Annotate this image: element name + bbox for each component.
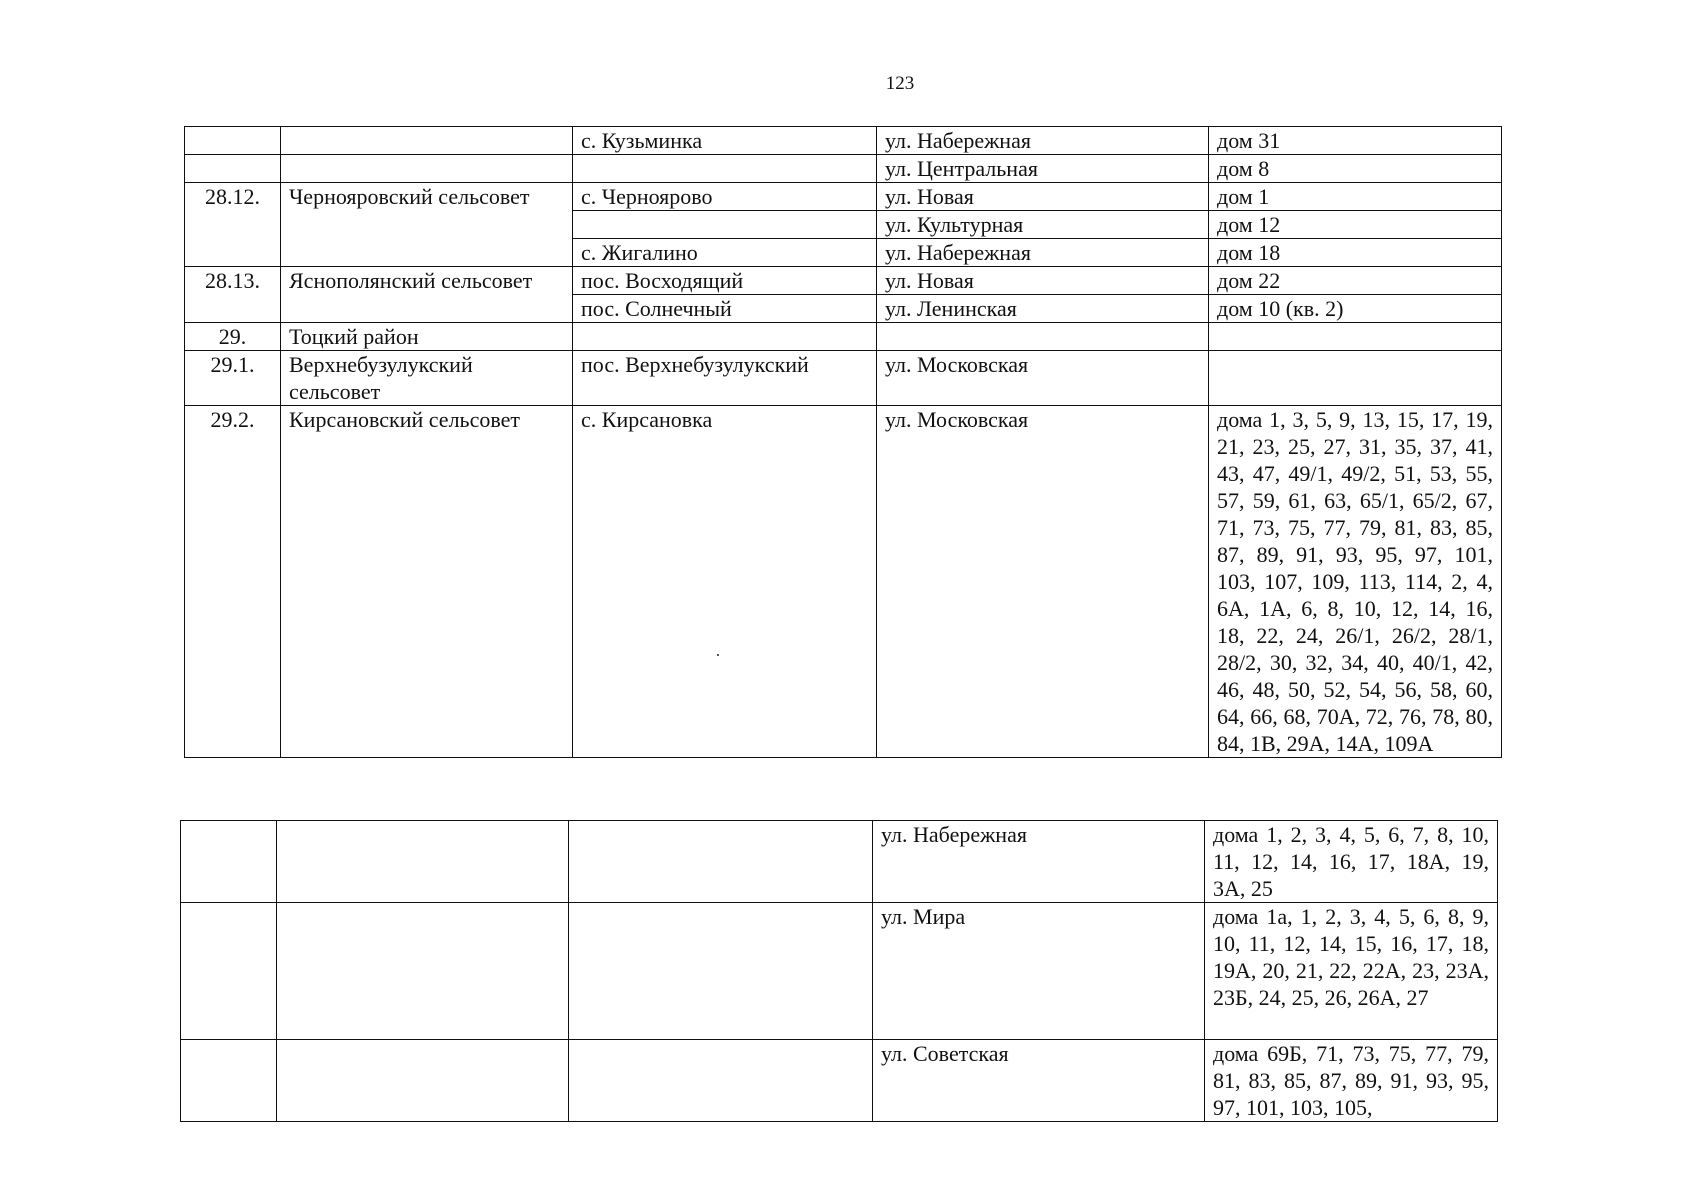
row-number: [185, 127, 281, 155]
houses-cell: [1209, 351, 1502, 406]
street-cell: ул. Набережная: [877, 127, 1209, 155]
houses-cell: дом 1: [1209, 183, 1502, 211]
houses-cell: дом 22: [1209, 267, 1502, 295]
row-number: [185, 155, 281, 183]
street-cell: ул. Московская: [877, 351, 1209, 406]
page-number: 123: [885, 73, 915, 94]
houses-cell: дома 1а, 1, 2, 3, 4, 5, 6, 8, 9, 10, 11, 12, 14, 15, 16, 17, 18, 19А, 20, 21, 22, 22А, 23, 23А, 23Б, 24, 25, 26, 26А, 27: [1205, 903, 1498, 1040]
row-number: [181, 821, 277, 903]
settlement-cell: [569, 1040, 873, 1122]
council-cell: [281, 155, 573, 183]
street-cell: ул. Набережная: [873, 821, 1205, 903]
street-cell: ул. Новая: [877, 183, 1209, 211]
table-row: [185, 351, 1502, 406]
council-cell: [277, 903, 569, 1040]
street-cell: ул. Ленинская: [877, 295, 1209, 323]
row-number: 28.13.: [185, 267, 281, 323]
council-cell: Верхнебузулукский сельсовет: [281, 351, 573, 406]
address-table: [184, 126, 1502, 758]
street-cell: [877, 323, 1209, 351]
council-cell: [281, 127, 573, 155]
row-number: [181, 1040, 277, 1122]
houses-cell: дом 8: [1209, 155, 1502, 183]
street-cell: ул. Новая: [877, 267, 1209, 295]
settlement-cell: пос. Солнечный: [573, 295, 877, 323]
council-cell: Чернояровский сельсовет: [281, 183, 573, 267]
row-number: 29.: [185, 323, 281, 351]
address-table-continued: [180, 820, 1498, 1122]
table-row: [181, 821, 1498, 903]
houses-cell: дома 1, 2, 3, 4, 5, 6, 7, 8, 10, 11, 12, 14, 16, 17, 18А, 19, 3А, 25: [1205, 821, 1498, 903]
settlement-cell: с. Черноярово: [573, 183, 877, 211]
council-cell: Яснополянский сельсовет: [281, 267, 573, 323]
settlement-cell: [569, 903, 873, 1040]
council-cell: [277, 821, 569, 903]
settlement-cell: с. Кирсановка: [573, 406, 877, 758]
settlement-cell: с. Жигалино: [573, 239, 877, 267]
table-row: [185, 155, 1502, 183]
houses-cell: [1209, 323, 1502, 351]
settlement-cell: пос. Верхнебузулукский: [573, 351, 877, 406]
street-cell: ул. Набережная: [877, 239, 1209, 267]
street-cell: ул. Центральная: [877, 155, 1209, 183]
houses-cell: дом 31: [1209, 127, 1502, 155]
houses-cell: дома 1, 3, 5, 9, 13, 15, 17, 19, 21, 23, 25, 27, 31, 35, 37, 41, 43, 47, 49/1, 49/2, 51, 53, 55, 57, 59, 61, 63, 65/1, 65/2, 67, 71, 73, 75, 77, 79, 81, 83, 85, 87, 89, 91, 93, 95, 97, 101, 103, 107, 109, 113, 114, 2, 4, 6А, 1А, 6, 8, 10, 12, 14, 16, 18, 22, 24, 26/1, 26/2, 28/1, 28/2, 30, 32, 34, 40, 40/1, 42, 46, 48, 50, 52, 54, 56, 58, 60, 64, 66, 68, 70А, 72, 76, 78, 80, 84, 1В, 29А, 14А, 109А: [1209, 406, 1502, 758]
street-cell: ул. Культурная: [877, 211, 1209, 239]
row-number: 28.12.: [185, 183, 281, 267]
table-row: [185, 323, 1502, 351]
houses-cell: дома 69Б, 71, 73, 75, 77, 79, 81, 83, 85, 87, 89, 91, 93, 95, 97, 101, 103, 105,: [1205, 1040, 1498, 1122]
settlement-cell: [573, 211, 877, 239]
table-row: [185, 406, 1502, 758]
settlement-cell: [569, 821, 873, 903]
settlement-cell: с. Кузьминка: [573, 127, 877, 155]
table-row: [181, 903, 1498, 1040]
row-number: 29.2.: [185, 406, 281, 758]
settlement-cell: [573, 155, 877, 183]
table-row: [185, 127, 1502, 155]
street-cell: ул. Московская: [877, 406, 1209, 758]
houses-cell: дом 10 (кв. 2): [1209, 295, 1502, 323]
houses-cell: дом 12: [1209, 211, 1502, 239]
settlement-cell: пос. Восходящий: [573, 267, 877, 295]
settlement-cell: [573, 323, 877, 351]
table-row: [185, 267, 1502, 295]
houses-cell: дом 18: [1209, 239, 1502, 267]
row-number: 29.1.: [185, 351, 281, 406]
scan-speck: [717, 654, 719, 656]
row-number: [181, 903, 277, 1040]
council-cell: Тоцкий район: [281, 323, 573, 351]
table-row: [181, 1040, 1498, 1122]
street-cell: ул. Мира: [873, 903, 1205, 1040]
council-cell: Кирсановский сельсовет: [281, 406, 573, 758]
street-cell: ул. Советская: [873, 1040, 1205, 1122]
council-cell: [277, 1040, 569, 1122]
table-row: [185, 183, 1502, 211]
